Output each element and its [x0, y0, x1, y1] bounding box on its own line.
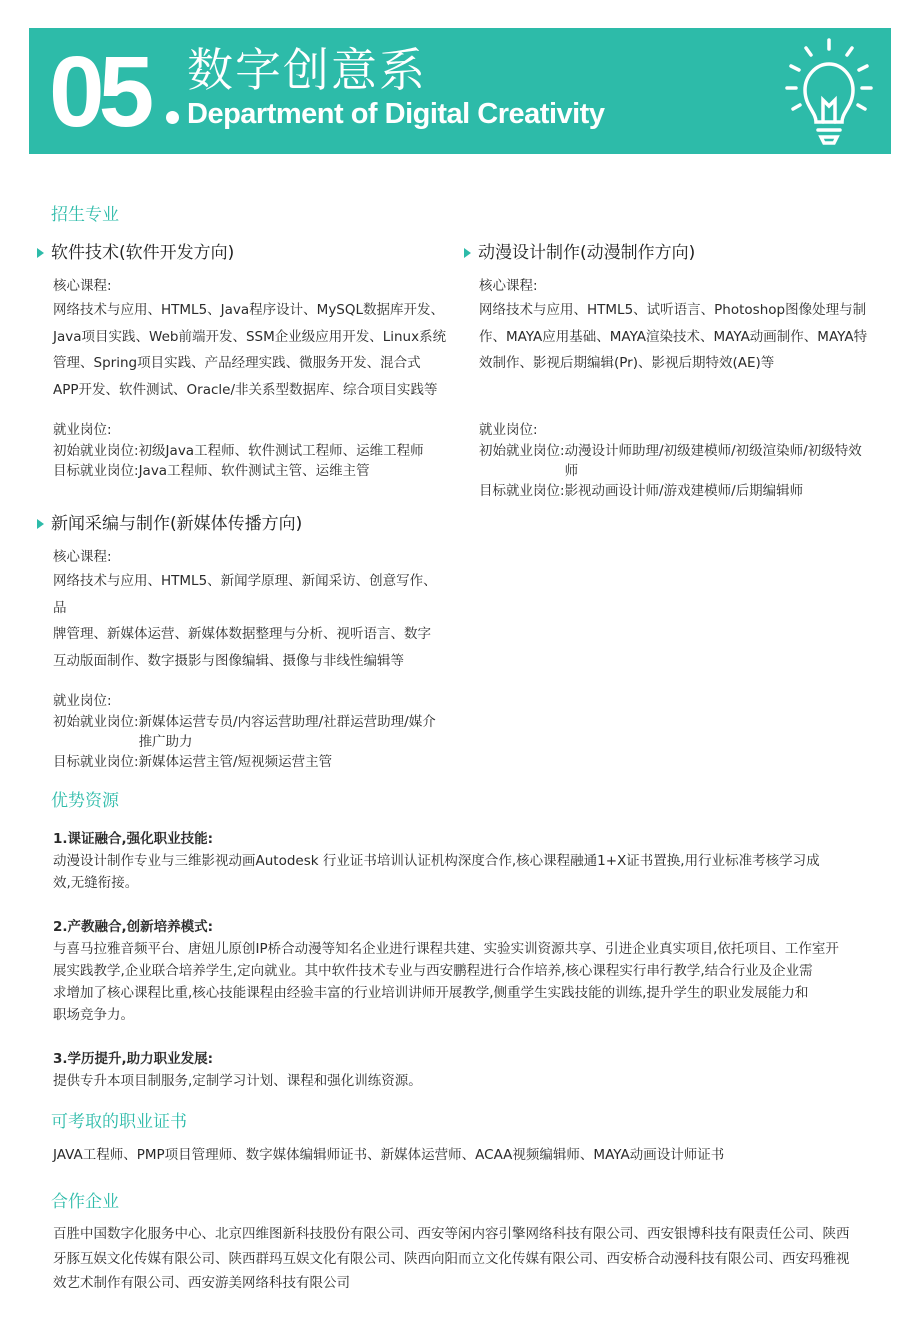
course-line: 网络技术与应用、HTML5、新闻学原理、新闻采访、创意写作、品	[53, 573, 437, 616]
course-line: 网络技术与应用、HTML5、试听语言、Photoshop图像处理与制	[479, 302, 867, 318]
course-line: Java项目实践、Web前端开发、SSM企业级应用开发、Linux系统	[53, 328, 447, 345]
advantage-heading: 1.课证融合,强化职业技能:	[53, 831, 214, 847]
department-number: 05	[49, 36, 149, 148]
target-jobs-row	[479, 481, 871, 501]
initial-jobs-row	[53, 712, 443, 752]
target-jobs-row	[53, 461, 448, 481]
target-jobs-label: 目标就业岗位:	[53, 754, 139, 770]
advantage-line: 动漫设计制作专业与三维影视动画Autodesk 行业证书培训认证机构深度合作,核心课程融通1+X证书置换,用行业标准考核学习成	[53, 853, 820, 869]
certificates-text: JAVA工程师、PMP项目管理师、数字媒体编辑师证书、新媒体运营师、ACAA视频编辑师、MAYA动画设计师证书	[53, 1147, 725, 1163]
target-jobs-value: Java工程师、软件测试主管、运维主管	[138, 463, 370, 479]
partners-content	[53, 1222, 868, 1296]
advantage-heading: 2.产教融合,创新培养模式:	[53, 919, 214, 935]
jobs-label: 就业岗位:	[479, 421, 538, 438]
jobs-label: 就业岗位:	[53, 422, 112, 438]
advantage-line: 展实践教学,企业联合培养学生,定向就业。其中软件技术专业与西安鹏程进行合作培养,核心课程实行串行教学,结合行业及企业需	[53, 963, 813, 979]
partners-line: 百胜中国数字化服务中心、北京四维图新科技股份有限公司、西安等闲内容引擎网络科技有限公司、西安银博科技有限责任公司、陕西	[53, 1226, 850, 1242]
department-title-en: Department of Digital Creativity	[187, 98, 605, 130]
major-software-details	[53, 275, 448, 481]
major-animation-details	[479, 275, 871, 501]
header-banner	[29, 28, 891, 154]
major-title-software: 软件技术(软件开发方向)	[51, 243, 235, 263]
initial-jobs-value: 动漫设计师助理/初级建模师/初级渲染师/初级特效师	[564, 442, 862, 479]
course-line: 牌管理、新媒体运营、新媒体数据整理与分析、视听语言、数字	[53, 626, 431, 642]
target-jobs-label: 目标就业岗位:	[479, 482, 565, 499]
initial-jobs-value: 初级Java工程师、软件测试工程师、运维工程师	[138, 443, 424, 459]
department-title-cn: 数字创意系	[187, 43, 427, 97]
target-jobs-value: 新媒体运营主管/短视频运营主管	[138, 754, 333, 770]
initial-jobs-label: 初始就业岗位:	[53, 714, 139, 730]
course-line: 效制作、影视后期编辑(Pr)、影视后期特效(AE)等	[479, 355, 775, 371]
advantage-heading: 3.学历提升,助力职业发展:	[53, 1051, 214, 1067]
target-jobs-row	[53, 752, 443, 772]
section-title-advantages: 优势资源	[51, 791, 119, 811]
courses-label: 核心课程:	[53, 549, 112, 565]
course-line: APP开发、软件测试、Oracle/非关系型数据库、综合项目实践等	[53, 381, 438, 398]
advantages-content	[53, 828, 863, 1092]
partners-line: 牙豚互娱文化传媒有限公司、陕西群玛互娱文化有限公司、陕西向阳而立文化传媒有限公司、西安桥合动漫科技有限公司、西安玛雅视	[53, 1250, 850, 1267]
major-title-news: 新闻采编与制作(新媒体传播方向)	[51, 514, 303, 534]
advantage-line: 效,无缝衔接。	[53, 875, 139, 891]
advantage-line: 与喜马拉雅音频平台、唐妞儿原创IP桥合动漫等知名企业进行课程共建、实验实训资源共享、引进企业真实项目,依托项目、工作室开	[53, 941, 839, 957]
initial-jobs-label: 初始就业岗位:	[53, 443, 139, 459]
course-line: 网络技术与应用、HTML5、Java程序设计、MySQL数据库开发、	[53, 302, 445, 318]
course-line: 管理、Spring项目实践、产品经理实践、微服务开发、混合式	[53, 355, 421, 371]
advantage-line: 提供专升本项目制服务,定制学习计划、课程和强化训练资源。	[53, 1073, 422, 1089]
lightbulb-icon	[781, 36, 877, 146]
section-title-admissions: 招生专业	[51, 205, 119, 225]
initial-jobs-label: 初始就业岗位:	[479, 442, 565, 459]
section-title-certificates: 可考取的职业证书	[51, 1112, 187, 1132]
course-line: 作、MAYA应用基础、MAYA渲染技术、MAYA动画制作、MAYA特	[479, 328, 868, 345]
target-jobs-label: 目标就业岗位:	[53, 463, 139, 479]
courses-label: 核心课程:	[53, 278, 112, 294]
triangle-bullet-icon	[37, 248, 44, 258]
partners-line: 效艺术制作有限公司、西安游美网络科技有限公司	[53, 1275, 350, 1291]
triangle-bullet-icon	[464, 248, 471, 258]
jobs-label: 就业岗位:	[53, 693, 112, 709]
advantage-line: 职场竞争力。	[53, 1007, 134, 1023]
section-title-partners: 合作企业	[51, 1192, 119, 1212]
target-jobs-value: 影视动画设计师/游戏建模师/后期编辑师	[564, 482, 804, 499]
major-news-details	[53, 546, 443, 772]
courses-label: 核心课程:	[479, 278, 538, 294]
major-title-animation: 动漫设计制作(动漫制作方向)	[478, 243, 696, 263]
number-dot	[166, 111, 179, 124]
initial-jobs-row	[53, 441, 448, 461]
initial-jobs-value: 新媒体运营专员/内容运营助理/社群运营助理/媒介推广助力	[138, 714, 436, 750]
advantage-line: 求增加了核心课程比重,核心技能课程由经验丰富的行业培训讲师开展教学,侧重学生实践技能的训练,提升学生的职业发展能力和	[53, 985, 809, 1001]
initial-jobs-row	[479, 441, 871, 481]
certificates-content	[53, 1144, 863, 1166]
triangle-bullet-icon	[37, 519, 44, 529]
course-line: 互动版面制作、数字摄影与图像编辑、摄像与非线性编辑等	[53, 652, 404, 669]
